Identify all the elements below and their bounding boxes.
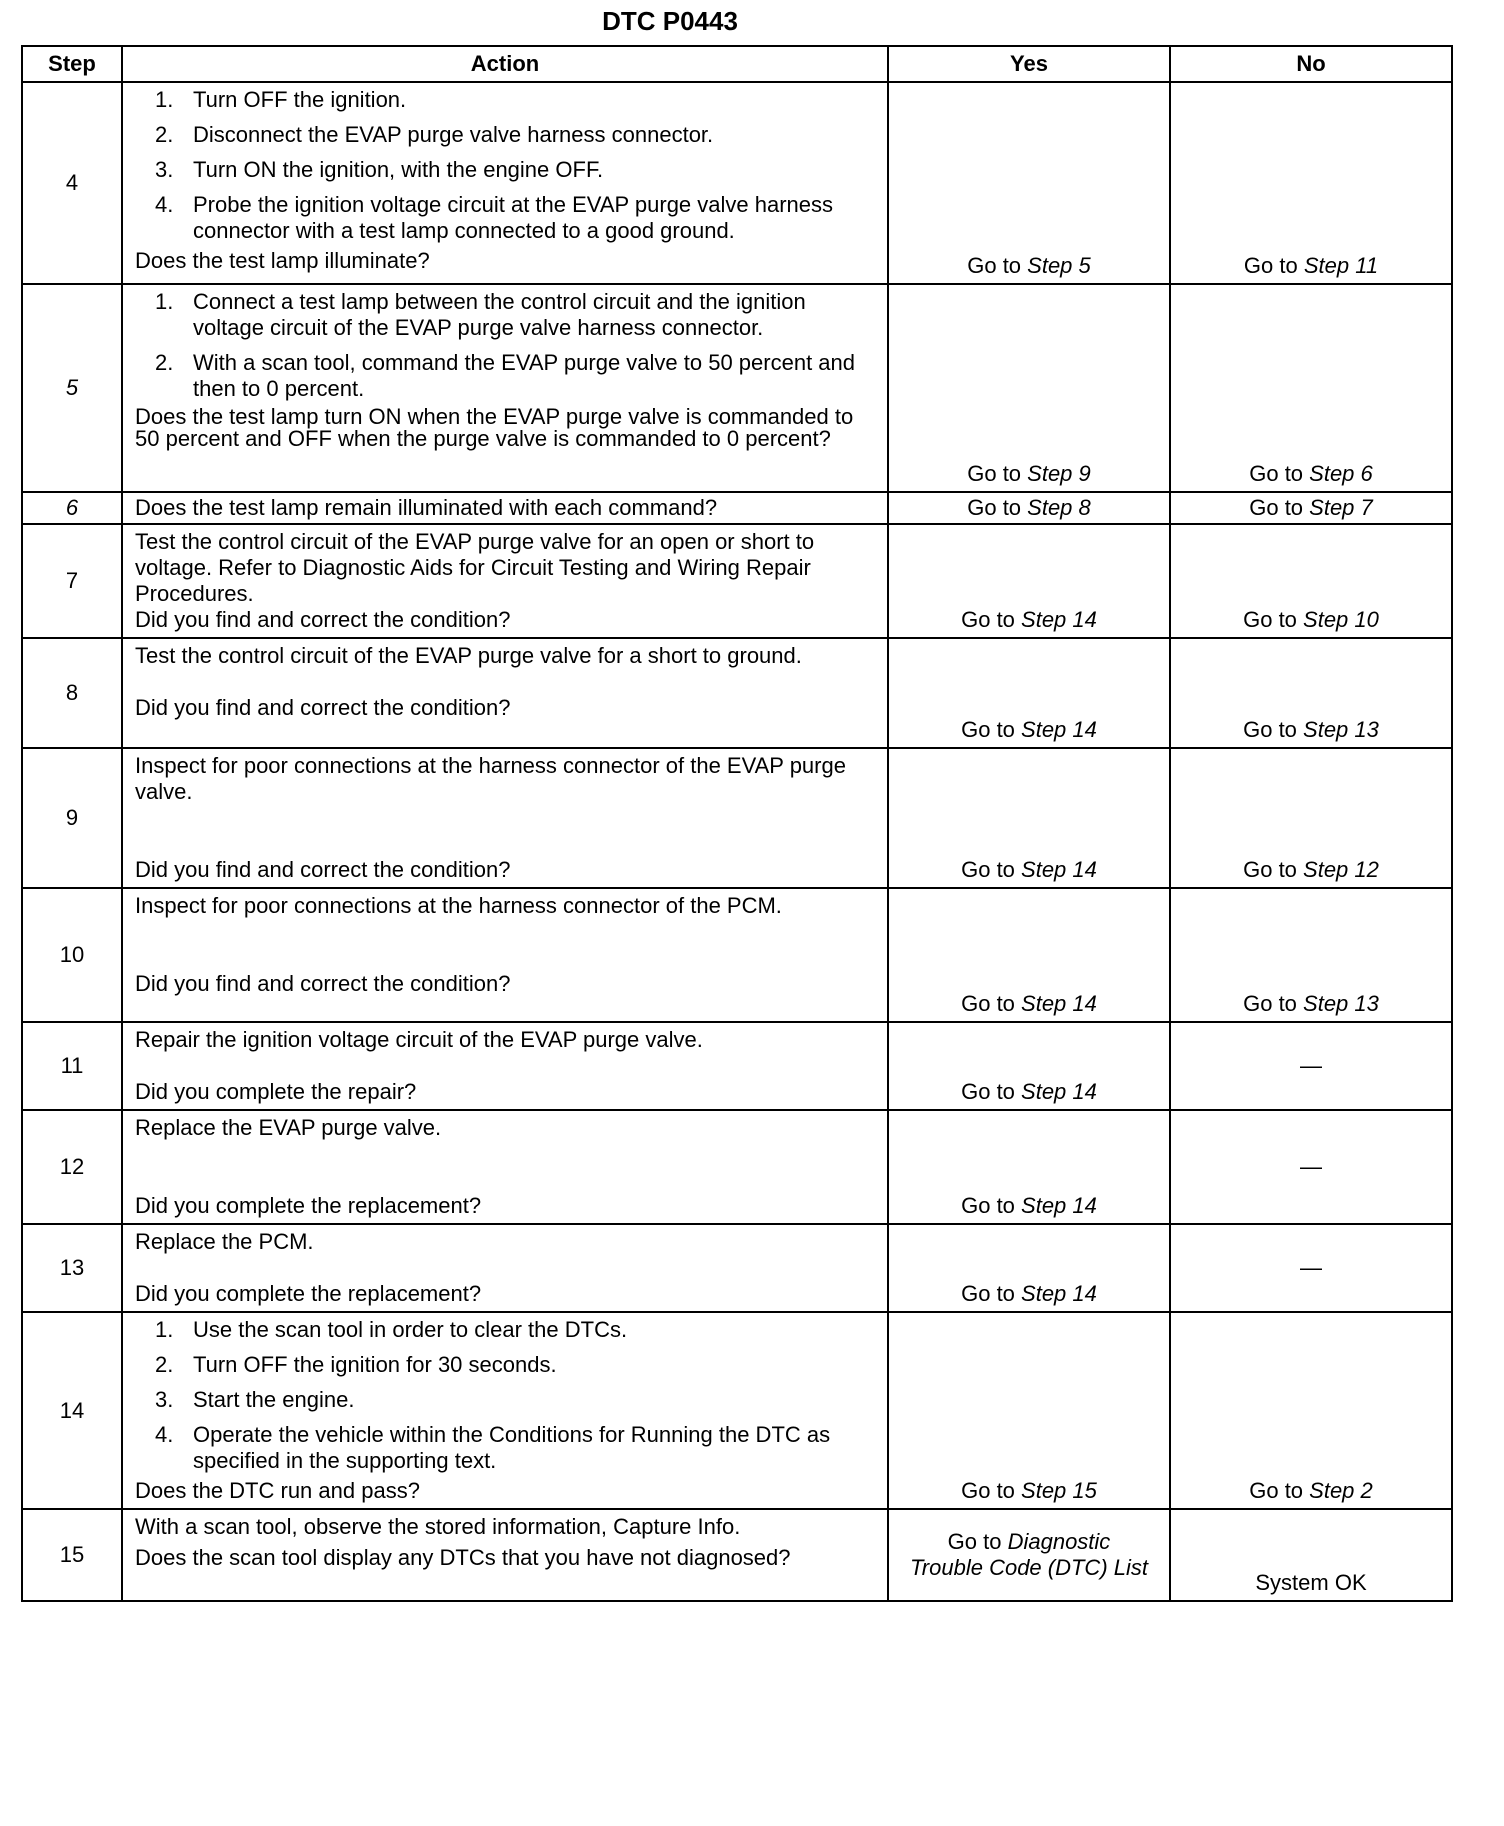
header-no: No — [1170, 46, 1452, 82]
yes-cell: Go to Diagnostic Trouble Code (DTC) List — [888, 1509, 1170, 1601]
step-reference: Step 6 — [1309, 461, 1373, 486]
no-cell: Go to Step 7 — [1170, 492, 1452, 524]
table-row — [22, 1022, 1452, 1110]
action-question: Did you complete the replacement? — [135, 1281, 482, 1306]
table-row — [22, 284, 1452, 492]
step-number: 5 — [22, 284, 122, 492]
no-cell: Go to Step 11 — [1170, 82, 1452, 284]
yes-cell: Go to Step 14 — [888, 1022, 1170, 1110]
table-row — [22, 638, 1452, 748]
action-cell — [122, 524, 888, 638]
action-steps — [135, 87, 875, 244]
step-reference: Step 15 — [1021, 1478, 1097, 1503]
action-step-item: 4. Operate the vehicle within the Conditions for Running the DTC as specified in the supporting text. — [155, 1422, 831, 1473]
step-reference: Step 12 — [1303, 857, 1379, 882]
yes-cell: Go to Step 8 — [888, 492, 1170, 524]
action-text: Repair the ignition voltage circuit of the EVAP purge valve. — [135, 1027, 703, 1052]
action-cell — [122, 1509, 888, 1601]
action-text: Test the control circuit of the EVAP purge valve for a short to ground. — [135, 643, 802, 668]
step-reference: Step 10 — [1303, 607, 1379, 632]
no-cell: Go to Step 6 — [1170, 284, 1452, 492]
action-step-item: 4. Probe the ignition voltage circuit at the EVAP purge valve harness connector with a test lamp connected to a good ground. — [155, 192, 834, 243]
action-question: Does the test lamp turn ON when the EVAP purge valve is commanded to 50 percent and OFF when the purge valve is commanded to 0 percent? — [135, 404, 854, 451]
header-action: Action — [122, 46, 888, 82]
page-title: DTC P0443 — [602, 6, 738, 36]
step-number: 11 — [22, 1022, 122, 1110]
no-cell: — — [1170, 1224, 1452, 1312]
action-step-item: 2. With a scan tool, command the EVAP purge valve to 50 percent and then to 0 percent. — [155, 350, 856, 401]
action-text: Replace the EVAP purge valve. — [135, 1115, 442, 1140]
action-step-item: 3. Turn ON the ignition, with the engine OFF. — [155, 157, 604, 182]
step-reference: Step 14 — [1021, 1281, 1097, 1306]
step-number: 7 — [22, 524, 122, 638]
header-yes: Yes — [888, 46, 1170, 82]
action-text: Replace the PCM. — [135, 1229, 314, 1254]
action-cell — [122, 888, 888, 1022]
step-reference: Step 13 — [1303, 991, 1379, 1016]
header-row — [22, 46, 1452, 82]
action-question: Did you find and correct the condition? — [135, 695, 511, 720]
table-row — [22, 524, 1452, 638]
step-number: 13 — [22, 1224, 122, 1312]
action-question: Does the scan tool display any DTCs that you have not diagnosed? — [135, 1545, 791, 1570]
step-number: 14 — [22, 1312, 122, 1509]
action-cell — [122, 284, 888, 492]
table-row — [22, 82, 1452, 284]
action-step-item: 1. Use the scan tool in order to clear the DTCs. — [155, 1317, 628, 1342]
action-question: Did you find and correct the condition? — [135, 857, 511, 882]
header-step: Step — [22, 46, 122, 82]
no-cell: System OK — [1170, 1509, 1452, 1601]
step-reference: Diagnostic Trouble Code (DTC) List — [910, 1529, 1148, 1580]
yes-cell: Go to Step 14 — [888, 1224, 1170, 1312]
step-reference: Step 14 — [1021, 991, 1097, 1016]
action-question: Does the test lamp illuminate? — [135, 248, 430, 273]
action-text: Test the control circuit of the EVAP purge valve for an open or short to voltage. Refer to Diagnostic Aids for Circuit Testing and Wiring Repair Procedures. — [135, 529, 815, 606]
action-question: Does the DTC run and pass? — [135, 1478, 420, 1503]
action-cell — [122, 638, 888, 748]
no-cell: — — [1170, 1022, 1452, 1110]
step-number: 15 — [22, 1509, 122, 1601]
step-reference: Step 7 — [1309, 495, 1373, 520]
no-cell: Go to Step 13 — [1170, 888, 1452, 1022]
table-row — [22, 1509, 1452, 1601]
action-text: With a scan tool, observe the stored information, Capture Info. — [135, 1514, 741, 1539]
yes-cell: Go to Step 9 — [888, 284, 1170, 492]
step-number: 10 — [22, 888, 122, 1022]
step-reference: Step 14 — [1021, 857, 1097, 882]
action-cell — [122, 1110, 888, 1224]
action-steps — [135, 289, 875, 402]
step-number: 4 — [22, 82, 122, 284]
action-question: Does the test lamp remain illuminated with each command? — [135, 495, 718, 520]
dtc-table — [21, 45, 1453, 1602]
action-text: Inspect for poor connections at the harness connector of the PCM. — [135, 893, 782, 918]
step-reference: Step 2 — [1309, 1478, 1373, 1503]
action-step-item: 2. Turn OFF the ignition for 30 seconds. — [155, 1352, 557, 1377]
action-cell — [122, 492, 888, 524]
yes-cell: Go to Step 14 — [888, 748, 1170, 888]
step-reference: Step 14 — [1021, 717, 1097, 742]
action-question: Did you complete the replacement? — [135, 1193, 482, 1218]
step-reference: Step 9 — [1027, 461, 1091, 486]
yes-cell: Go to Step 14 — [888, 524, 1170, 638]
action-question: Did you complete the repair? — [135, 1079, 417, 1104]
action-text: Inspect for poor connections at the harness connector of the EVAP purge valve. — [135, 753, 846, 804]
action-cell — [122, 1224, 888, 1312]
step-reference: Step 11 — [1303, 253, 1379, 278]
action-step-item: 2. Disconnect the EVAP purge valve harness connector. — [155, 122, 714, 147]
step-reference: Step 8 — [1027, 495, 1091, 520]
no-cell: Go to Step 12 — [1170, 748, 1452, 888]
table-row — [22, 1110, 1452, 1224]
table-row — [22, 1224, 1452, 1312]
yes-cell: Go to Step 5 — [888, 82, 1170, 284]
step-reference: Step 14 — [1021, 607, 1097, 632]
table-row — [22, 1312, 1452, 1509]
step-number: 12 — [22, 1110, 122, 1224]
no-cell: Go to Step 2 — [1170, 1312, 1452, 1509]
action-step-item: 3. Start the engine. — [155, 1387, 355, 1412]
step-reference: Step 14 — [1021, 1193, 1097, 1218]
step-reference: Step 14 — [1021, 1079, 1097, 1104]
step-reference: Step 5 — [1027, 253, 1091, 278]
action-steps — [135, 1317, 875, 1474]
action-cell — [122, 1022, 888, 1110]
action-question: Did you find and correct the condition? — [135, 971, 511, 996]
action-question: Did you find and correct the condition? — [135, 607, 511, 632]
step-number: 6 — [22, 492, 122, 524]
no-cell: Go to Step 13 — [1170, 638, 1452, 748]
yes-cell: Go to Step 15 — [888, 1312, 1170, 1509]
action-cell — [122, 82, 888, 284]
table-row — [22, 748, 1452, 888]
no-cell: — — [1170, 1110, 1452, 1224]
action-cell — [122, 1312, 888, 1509]
yes-cell: Go to Step 14 — [888, 638, 1170, 748]
step-number: 8 — [22, 638, 122, 748]
action-step-item: 1. Connect a test lamp between the control circuit and the ignition voltage circuit of the EVAP purge valve harness connector. — [155, 289, 806, 340]
yes-cell: Go to Step 14 — [888, 888, 1170, 1022]
step-reference: Step 13 — [1303, 717, 1379, 742]
table-row — [22, 492, 1452, 524]
yes-cell: Go to Step 14 — [888, 1110, 1170, 1224]
action-step-item: 1. Turn OFF the ignition. — [155, 87, 407, 112]
no-cell: Go to Step 10 — [1170, 524, 1452, 638]
table-row — [22, 888, 1452, 1022]
action-cell — [122, 748, 888, 888]
step-number: 9 — [22, 748, 122, 888]
